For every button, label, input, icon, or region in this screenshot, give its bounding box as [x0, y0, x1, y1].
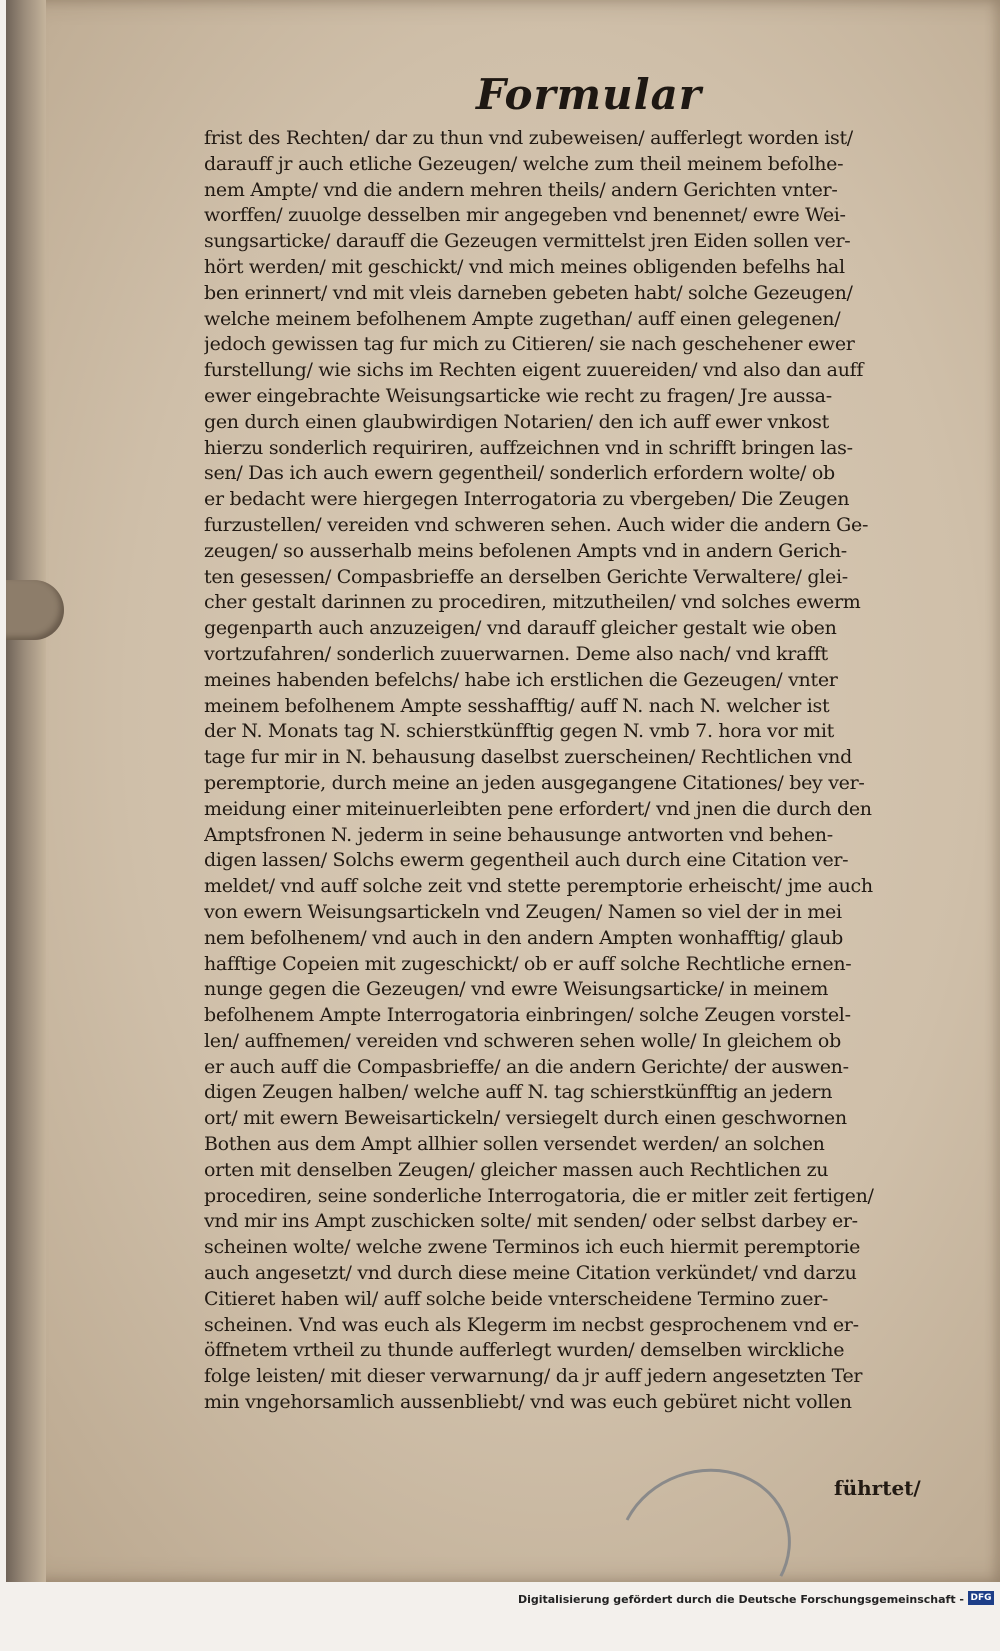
book-gutter [6, 0, 46, 1582]
text-line: ort/ mit ewern Beweisartickeln/ versiegelt durch einen geschwornen [204, 1107, 847, 1130]
text-line: Bothen aus dem Ampt allhier sollen versendet werden/ an solchen [204, 1133, 825, 1156]
text-line: gen durch einen glaubwirdigen Notarien/ den ich auff ewer vnkost [204, 410, 829, 433]
text-line: gegenparth auch anzuzeigen/ vnd darauff gleicher gestalt wie oben [204, 617, 837, 640]
text-line: hafftige Copeien mit zugeschickt/ ob er auff solche Rechtliche ernen- [204, 952, 852, 975]
text-line: ben erinnert/ vnd mit vleis darneben gebeten habt/ solche Gezeugen/ [204, 281, 853, 304]
text-line: zeugen/ so ausserhalb meins befolenen Ampts vnd in andern Gerich- [204, 539, 847, 562]
text-line: Amptsfronen N. jederm in seine behausunge antworten vnd behen- [204, 823, 833, 846]
text-line: vnd mir ins Ampt zuschicken solte/ mit senden/ oder selbst darbey er- [204, 1210, 858, 1233]
text-line: sen/ Das ich auch ewern gegentheil/ sonderlich erfordern wolte/ ob [204, 462, 835, 485]
running-head: Formular [476, 70, 702, 119]
text-line: len/ auffnemen/ vereiden vnd schweren sehen wolle/ In gleichem ob [204, 1029, 841, 1052]
text-line: folge leisten/ mit dieser verwarnung/ da jr auff jedern angesetzten Ter [204, 1365, 863, 1388]
text-line: von ewern Weisungsartickeln vnd Zeugen/ Namen so viel der in mei [204, 900, 842, 923]
text-line: cher gestalt darinnen zu procediren, mitzutheilen/ vnd solches ewerm [204, 591, 861, 614]
text-line: peremptorie, durch meine an jeden ausgegangene Citationes/ bey ver- [204, 771, 865, 794]
text-line: sungsarticke/ darauff die Gezeugen vermittelst jren Eiden sollen ver- [204, 230, 851, 253]
text-line: hierzu sonderlich requiriren, auffzeichnen vnd in schrifft bringen las- [204, 436, 853, 459]
text-line: ewer eingebrachte Weisungsarticke wie recht zu fragen/ Jre aussa- [204, 384, 832, 407]
text-line: auch angesetzt/ vnd durch diese meine Citation verkündet/ vnd darzu [204, 1262, 857, 1285]
text-line: der N. Monats tag N. schierstkünfftig gegen N. vmb 7. hora vor mit [204, 720, 834, 743]
text-line: vortzufahren/ sonderlich zuuerwarnen. Deme also nach/ vnd krafft [204, 642, 828, 665]
text-line: scheinen wolte/ welche zwene Terminos ich euch hiermit peremptorie [204, 1236, 861, 1259]
text-line: welche meinem befolhenem Ampte zugethan/ auff einen gelegenen/ [204, 307, 841, 330]
page-clip-tab [6, 580, 64, 640]
text-line: orten mit denselben Zeugen/ gleicher massen auch Rechtlichen zu [204, 1158, 829, 1181]
text-line: hört werden/ mit geschickt/ vnd mich meines obligenden befelhs hal [204, 255, 845, 278]
text-line: meidung einer miteinuerleibten pene erfordert/ vnd jnen die durch den [204, 797, 872, 820]
text-line: frist des Rechten/ dar zu thun vnd zubeweisen/ aufferlegt worden ist/ [204, 127, 853, 149]
catchword: führtet/ [834, 1476, 921, 1500]
text-line: nunge gegen die Gezeugen/ vnd ewre Weisungsarticke/ in meinem [204, 978, 829, 1001]
text-line: ten gesessen/ Compasbrieffe an derselben Gerichte Verwaltere/ glei- [204, 565, 848, 588]
text-line: öffnetem vrtheil zu thunde aufferlegt wurden/ demselben wirckliche [204, 1339, 845, 1362]
text-line: tage fur mir in N. behausung daselbst zuerscheinen/ Rechtlichen vnd [204, 746, 852, 769]
text-line: digen lassen/ Solchs ewerm gegentheil auch durch eine Citation ver- [204, 849, 849, 872]
text-line: digen Zeugen halben/ welche auff N. tag schierstkünfftig an jedern [204, 1081, 833, 1104]
footer-bar [0, 1582, 1000, 1618]
text-line: min vngehorsamlich aussenbliebt/ vnd was euch gebüret nicht vollen [204, 1391, 852, 1414]
text-line: meldet/ vnd auff solche zeit vnd stette peremptorie erheischt/ jme auch [204, 875, 873, 898]
text-line: nem Ampte/ vnd die andern mehren theils/ andern Gerichten vnter- [204, 178, 838, 201]
dfg-logo: DFG [968, 1591, 994, 1605]
funding-credit: Digitalisierung gefördert durch die Deutsche Forschungsgemeinschaft - [517, 1593, 964, 1606]
paper-clip-wire [595, 1445, 814, 1651]
paper-page [6, 0, 1000, 1582]
text-line: er bedacht were hiergegen Interrogatoria zu vbergeben/ Die Zeugen [204, 488, 850, 511]
body-text [204, 126, 916, 1416]
text-line: worffen/ zuuolge desselben mir angegeben vnd benennet/ ewre Wei- [204, 204, 846, 227]
text-line: jedoch gewissen tag fur mich zu Citieren/ sie nach geschehener ewer [204, 333, 855, 356]
text-line: meines habenden befelchs/ habe ich erstlichen die Gezeugen/ vnter [204, 668, 838, 691]
text-line: darauff jr auch etliche Gezeugen/ welche zum theil meinem befolhe- [204, 152, 844, 175]
text-line: er auch auff die Compasbrieffe/ an die andern Gerichte/ der auswen- [204, 1055, 849, 1078]
text-line: meinem befolhenem Ampte sesshafftig/ auff N. nach N. welcher ist [204, 694, 830, 717]
text-line: furstellung/ wie sichs im Rechten eigent zuuereiden/ vnd also dan auff [204, 359, 864, 382]
text-line: procediren, seine sonderliche Interrogatoria, die er mitler zeit fertigen/ [204, 1184, 874, 1207]
text-line: scheinen. Vnd was euch als Klegerm im necbst gesprochenem vnd er- [204, 1313, 859, 1336]
text-line: furzustellen/ vereiden vnd schweren sehen. Auch wider die andern Ge- [204, 513, 869, 536]
text-line: Citieret haben wil/ auff solche beide vnterscheidene Termino zuer- [204, 1287, 829, 1310]
text-line: nem befolhenem/ vnd auch in den andern Ampten wonhafftig/ glaub [204, 926, 843, 949]
text-line: befolhenem Ampte Interrogatoria einbringen/ solche Zeugen vorstel- [204, 1004, 851, 1027]
